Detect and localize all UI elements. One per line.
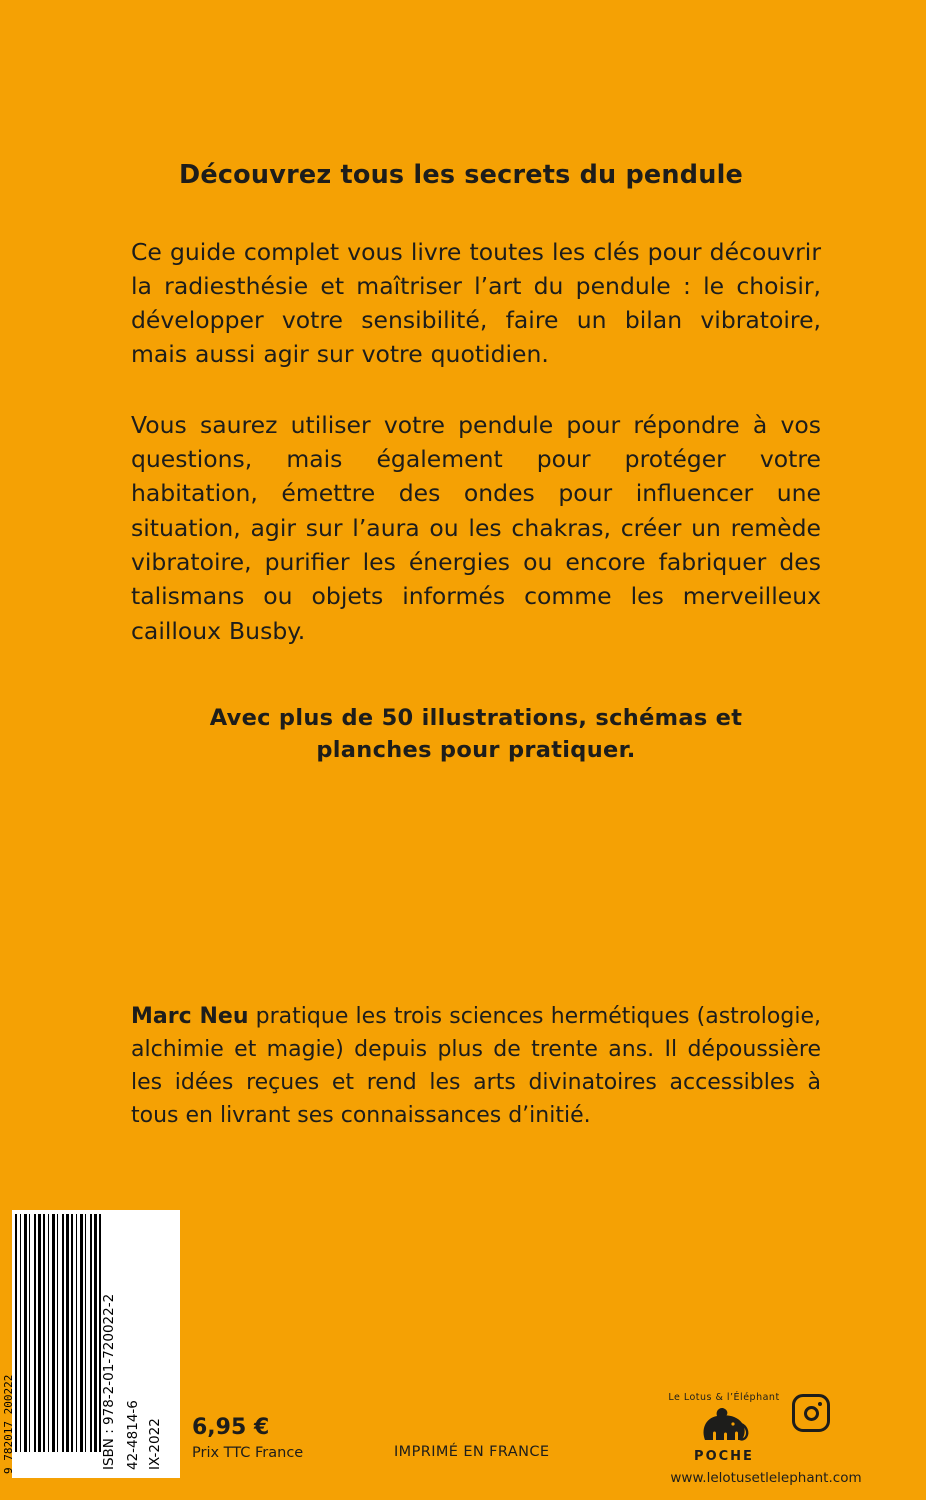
publisher-name: POCHE	[694, 1449, 754, 1464]
barcode-stripes	[15, 1214, 101, 1452]
publisher-website[interactable]: www.lelotusetlelephant.com	[670, 1470, 862, 1486]
print-date-text: IX-2022	[147, 1418, 163, 1470]
author-bio-text: pratique les trois sciences hermétiques (astrologie, alchimie et magie) depuis plus de trente ans. Il dépoussière les idées reçues et rend les arts divinatoires accessibles à tous en livrant ses connaissances d’initié.	[131, 1004, 821, 1128]
instagram-frame	[792, 1394, 830, 1432]
publisher-logo	[668, 1391, 862, 1486]
instagram-lens	[804, 1406, 819, 1421]
internal-code-text: 42-4814-6	[125, 1400, 141, 1470]
price-note: Prix TTC France	[192, 1444, 304, 1461]
author-name: Marc Neu	[131, 1004, 249, 1029]
page-title: Découvrez tous les secrets du pendule	[179, 160, 744, 190]
barcode-digits: 9 782017 200222	[2, 1374, 15, 1474]
publisher-arc-text: Le Lotus & l’Éléphant	[668, 1392, 780, 1403]
barcode-bars	[2, 1214, 101, 1474]
printed-in-france: IMPRIMÉ EN FRANCE	[394, 1444, 550, 1460]
elephant-icon	[668, 1405, 780, 1447]
price-block	[192, 1415, 303, 1462]
barcode-block	[2, 1210, 180, 1478]
isbn-text: ISBN : 978-2-01-720022-2	[101, 1293, 117, 1470]
blurb-paragraph-1: Ce guide complet vous livre toutes les clés pour découvrir la radiesthésie et maîtriser l’art du pendule : le choisir, développer votre sensibilité, faire un bilan vibratoire, mais aussi agir sur votre quotidien.	[131, 237, 821, 369]
author-bio	[131, 1000, 821, 1132]
instagram-icon[interactable]	[792, 1394, 832, 1434]
blurb-paragraph-2: Vous saurez utiliser votre pendule pour répondre à vos questions, mais également pour protéger votre habitation, émettre des ondes pour influencer une situation, agir sur l’aura ou les chakras, créer un remède vibratoire, purifier les énergies ou encore fabriquer des talismans ou objets informés comme les merveilleux cailloux Busby.	[131, 410, 821, 645]
barcode-labels	[101, 1214, 177, 1474]
price-value: 6,95 €	[192, 1415, 270, 1441]
illustrations-callout: Avec plus de 50 illustrations, schémas et planches pour pratiquer.	[209, 704, 743, 764]
instagram-dot	[818, 1402, 822, 1406]
blurb-block	[131, 160, 821, 767]
